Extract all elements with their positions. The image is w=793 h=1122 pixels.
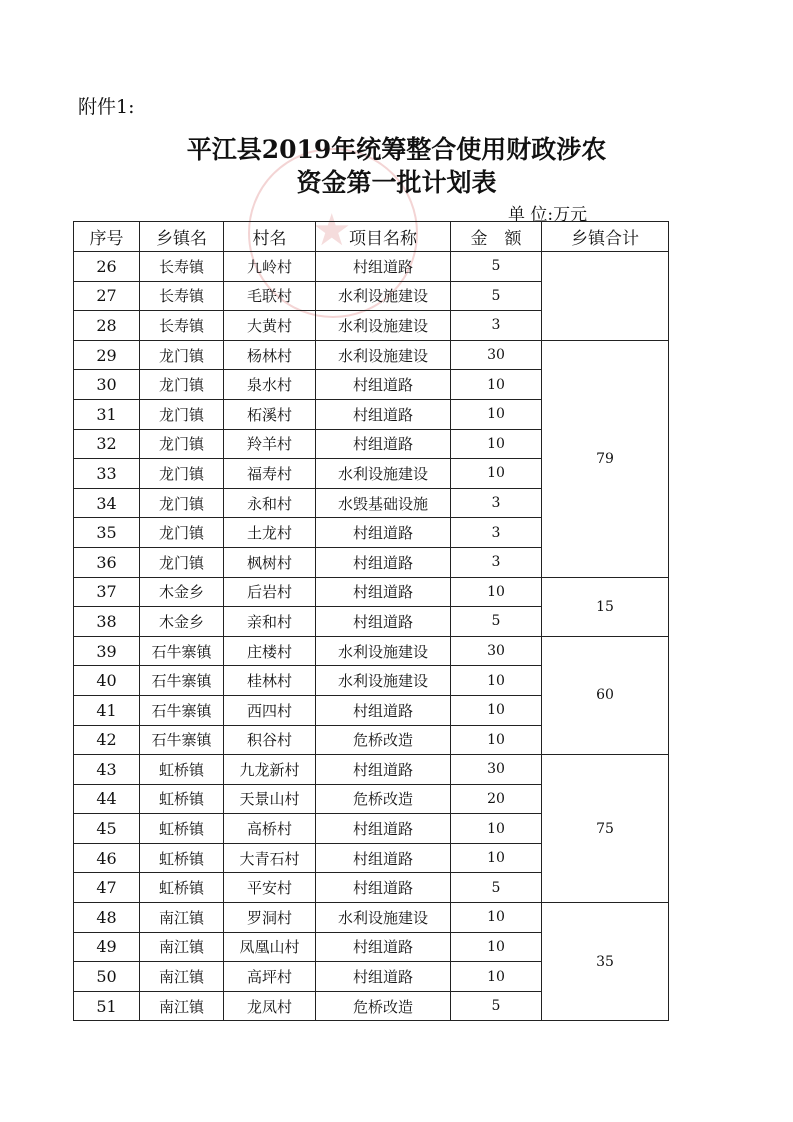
table-row xyxy=(74,755,669,785)
cell-project: 村组道路 xyxy=(316,932,451,962)
cell-amount: 3 xyxy=(451,518,542,548)
cell-project: 危桥改造 xyxy=(316,991,451,1021)
cell-project: 村组道路 xyxy=(316,814,451,844)
cell-amount: 30 xyxy=(451,636,542,666)
cell-seq: 39 xyxy=(74,636,140,666)
cell-seq: 44 xyxy=(74,784,140,814)
cell-town-total: 60 xyxy=(542,636,669,754)
cell-amount: 10 xyxy=(451,459,542,489)
cell-town-total: 79 xyxy=(542,340,669,577)
cell-town: 龙门镇 xyxy=(140,459,224,489)
cell-project: 村组道路 xyxy=(316,873,451,903)
header-village: 村名 xyxy=(224,222,316,252)
header-town: 乡镇名 xyxy=(140,222,224,252)
cell-town: 龙门镇 xyxy=(140,340,224,370)
cell-village: 杨林村 xyxy=(224,340,316,370)
cell-town-total: 15 xyxy=(542,577,669,636)
cell-town: 虹桥镇 xyxy=(140,784,224,814)
cell-project: 村组道路 xyxy=(316,843,451,873)
cell-seq: 48 xyxy=(74,903,140,933)
cell-village: 高坪村 xyxy=(224,962,316,992)
cell-village: 大黄村 xyxy=(224,311,316,341)
cell-village: 毛联村 xyxy=(224,281,316,311)
cell-town: 虹桥镇 xyxy=(140,843,224,873)
header-project: 项目名称 xyxy=(316,222,451,252)
cell-amount: 10 xyxy=(451,695,542,725)
cell-amount: 10 xyxy=(451,429,542,459)
cell-project: 村组道路 xyxy=(316,518,451,548)
cell-seq: 35 xyxy=(74,518,140,548)
cell-town: 龙门镇 xyxy=(140,547,224,577)
cell-village: 桂林村 xyxy=(224,666,316,696)
cell-seq: 30 xyxy=(74,370,140,400)
cell-seq: 37 xyxy=(74,577,140,607)
cell-project: 水利设施建设 xyxy=(316,903,451,933)
cell-amount: 3 xyxy=(451,311,542,341)
cell-town-total xyxy=(542,252,669,341)
cell-seq: 38 xyxy=(74,607,140,637)
cell-village: 积谷村 xyxy=(224,725,316,755)
cell-town-total: 35 xyxy=(542,903,669,1021)
cell-project: 村组道路 xyxy=(316,607,451,637)
cell-village: 柘溪村 xyxy=(224,399,316,429)
cell-project: 村组道路 xyxy=(316,695,451,725)
cell-village: 枫树村 xyxy=(224,547,316,577)
attachment-label: 附件1: xyxy=(78,96,135,118)
cell-amount: 5 xyxy=(451,281,542,311)
cell-amount: 10 xyxy=(451,666,542,696)
cell-village: 罗洞村 xyxy=(224,903,316,933)
unit-label: 单 位:万元 xyxy=(508,205,588,225)
cell-town: 南江镇 xyxy=(140,962,224,992)
cell-amount: 5 xyxy=(451,873,542,903)
cell-amount: 10 xyxy=(451,843,542,873)
cell-project: 村组道路 xyxy=(316,399,451,429)
cell-seq: 36 xyxy=(74,547,140,577)
cell-seq: 26 xyxy=(74,252,140,282)
cell-amount: 20 xyxy=(451,784,542,814)
cell-amount: 10 xyxy=(451,725,542,755)
cell-amount: 10 xyxy=(451,399,542,429)
cell-village: 羚羊村 xyxy=(224,429,316,459)
cell-seq: 50 xyxy=(74,962,140,992)
cell-seq: 42 xyxy=(74,725,140,755)
cell-town: 南江镇 xyxy=(140,991,224,1021)
cell-town: 石牛寨镇 xyxy=(140,636,224,666)
cell-town: 石牛寨镇 xyxy=(140,725,224,755)
cell-town: 龙门镇 xyxy=(140,518,224,548)
header-seq: 序号 xyxy=(74,222,140,252)
cell-seq: 43 xyxy=(74,755,140,785)
document-subtitle: 资金第一批计划表 xyxy=(296,168,497,197)
cell-project: 村组道路 xyxy=(316,252,451,282)
cell-village: 高桥村 xyxy=(224,814,316,844)
cell-village: 平安村 xyxy=(224,873,316,903)
cell-seq: 51 xyxy=(74,991,140,1021)
cell-amount: 30 xyxy=(451,340,542,370)
cell-amount: 10 xyxy=(451,577,542,607)
cell-village: 凤凰山村 xyxy=(224,932,316,962)
cell-seq: 31 xyxy=(74,399,140,429)
cell-seq: 41 xyxy=(74,695,140,725)
cell-amount: 5 xyxy=(451,252,542,282)
header-amount: 金 额 xyxy=(451,222,542,252)
cell-village: 天景山村 xyxy=(224,784,316,814)
cell-village: 福寿村 xyxy=(224,459,316,489)
cell-village: 龙凤村 xyxy=(224,991,316,1021)
cell-amount: 10 xyxy=(451,370,542,400)
cell-village: 西四村 xyxy=(224,695,316,725)
cell-project: 村组道路 xyxy=(316,370,451,400)
cell-seq: 27 xyxy=(74,281,140,311)
cell-town: 虹桥镇 xyxy=(140,755,224,785)
cell-project: 水利设施建设 xyxy=(316,340,451,370)
table-row xyxy=(74,903,669,933)
cell-village: 九龙新村 xyxy=(224,755,316,785)
cell-town: 龙门镇 xyxy=(140,488,224,518)
cell-town: 虹桥镇 xyxy=(140,814,224,844)
cell-seq: 33 xyxy=(74,459,140,489)
cell-town: 南江镇 xyxy=(140,903,224,933)
cell-project: 村组道路 xyxy=(316,755,451,785)
cell-town: 石牛寨镇 xyxy=(140,695,224,725)
cell-seq: 29 xyxy=(74,340,140,370)
cell-seq: 34 xyxy=(74,488,140,518)
cell-project: 危桥改造 xyxy=(316,784,451,814)
cell-town-total: 75 xyxy=(542,755,669,903)
cell-amount: 5 xyxy=(451,607,542,637)
cell-town: 龙门镇 xyxy=(140,370,224,400)
cell-town: 南江镇 xyxy=(140,932,224,962)
cell-seq: 49 xyxy=(74,932,140,962)
cell-town: 虹桥镇 xyxy=(140,873,224,903)
table-row xyxy=(74,340,669,370)
cell-seq: 45 xyxy=(74,814,140,844)
cell-amount: 30 xyxy=(451,755,542,785)
cell-town: 龙门镇 xyxy=(140,429,224,459)
document-title: 平江县2019年统筹整合使用财政涉农 xyxy=(186,135,607,164)
cell-village: 亲和村 xyxy=(224,607,316,637)
table-row xyxy=(74,577,669,607)
cell-village: 土龙村 xyxy=(224,518,316,548)
plan-table xyxy=(73,221,669,1021)
cell-town: 长寿镇 xyxy=(140,281,224,311)
cell-project: 村组道路 xyxy=(316,962,451,992)
cell-amount: 3 xyxy=(451,488,542,518)
cell-seq: 40 xyxy=(74,666,140,696)
cell-village: 永和村 xyxy=(224,488,316,518)
table-row xyxy=(74,636,669,666)
cell-project: 村组道路 xyxy=(316,577,451,607)
cell-seq: 32 xyxy=(74,429,140,459)
cell-project: 水利设施建设 xyxy=(316,666,451,696)
cell-town: 木金乡 xyxy=(140,577,224,607)
cell-village: 九岭村 xyxy=(224,252,316,282)
cell-amount: 5 xyxy=(451,991,542,1021)
cell-town: 长寿镇 xyxy=(140,252,224,282)
cell-amount: 3 xyxy=(451,547,542,577)
cell-project: 水毁基础设施 xyxy=(316,488,451,518)
table-header-row xyxy=(74,222,669,252)
cell-town: 木金乡 xyxy=(140,607,224,637)
cell-seq: 47 xyxy=(74,873,140,903)
cell-project: 水利设施建设 xyxy=(316,281,451,311)
cell-amount: 10 xyxy=(451,814,542,844)
cell-town: 石牛寨镇 xyxy=(140,666,224,696)
cell-amount: 10 xyxy=(451,962,542,992)
cell-project: 水利设施建设 xyxy=(316,459,451,489)
header-town-total: 乡镇合计 xyxy=(542,222,669,252)
cell-project: 水利设施建设 xyxy=(316,636,451,666)
cell-seq: 46 xyxy=(74,843,140,873)
cell-seq: 28 xyxy=(74,311,140,341)
cell-village: 大青石村 xyxy=(224,843,316,873)
cell-project: 村组道路 xyxy=(316,547,451,577)
cell-amount: 10 xyxy=(451,903,542,933)
table-row xyxy=(74,252,669,282)
cell-amount: 10 xyxy=(451,932,542,962)
cell-town: 长寿镇 xyxy=(140,311,224,341)
cell-village: 后岩村 xyxy=(224,577,316,607)
cell-village: 庄楼村 xyxy=(224,636,316,666)
cell-project: 危桥改造 xyxy=(316,725,451,755)
cell-town: 龙门镇 xyxy=(140,399,224,429)
cell-project: 水利设施建设 xyxy=(316,311,451,341)
cell-village: 泉水村 xyxy=(224,370,316,400)
cell-project: 村组道路 xyxy=(316,429,451,459)
